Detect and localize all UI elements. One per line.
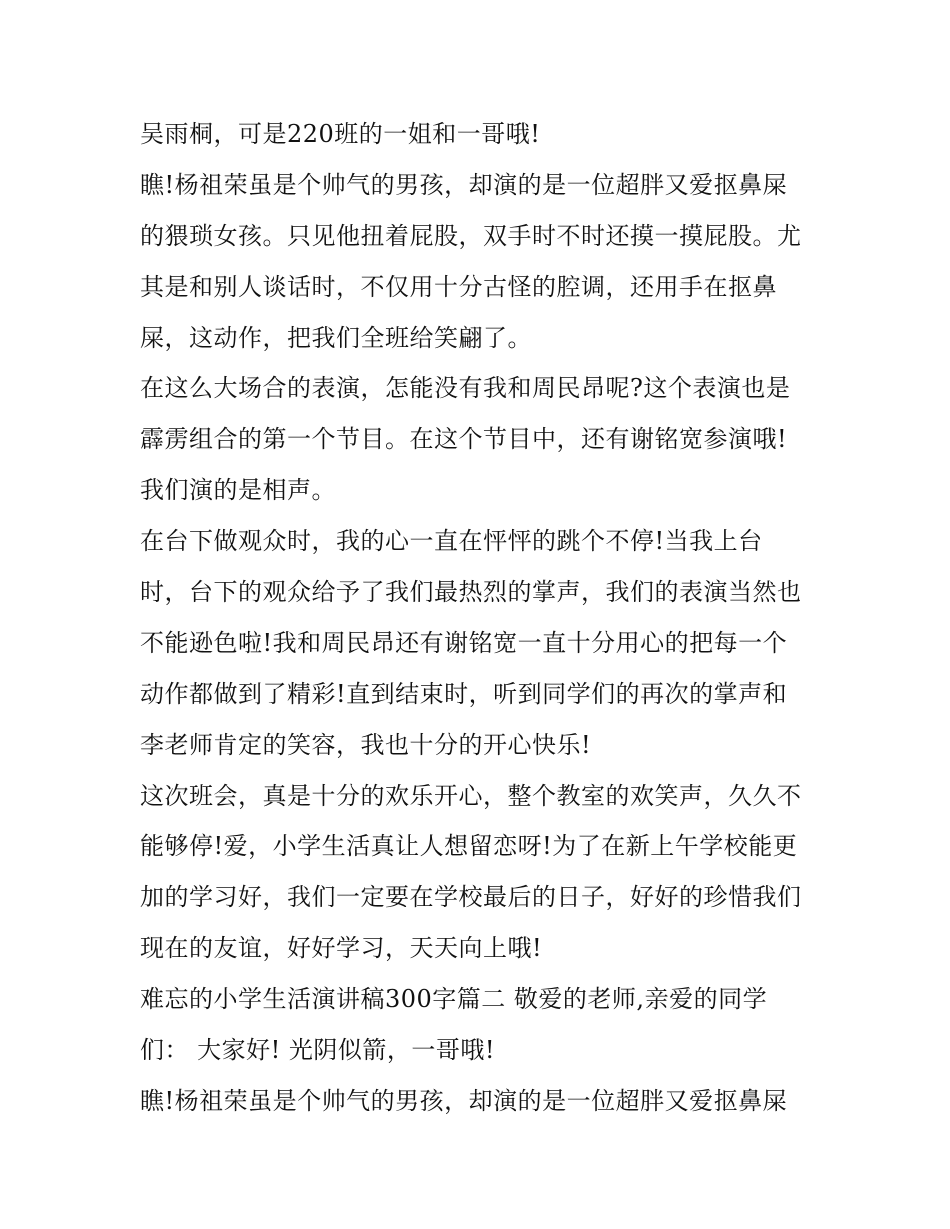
text-line: 加的学习好，我们一定要在学校最后的日子，好好的珍惜我们 <box>140 883 802 912</box>
text-line: 其是和别人谈话时，不仅用十分古怪的腔调，还用手在抠鼻 <box>140 272 777 301</box>
text-line: 不能逊色啦!我和周民昂还有谢铭宽一直十分用心的把每一个 <box>140 628 788 657</box>
text-line: 能够停!爱，小学生活真让人想留恋呀!为了在新上午学校能更 <box>140 832 798 861</box>
text-line: 在这么大场合的表演，怎能没有我和周民昂呢?这个表演也是 <box>140 374 791 403</box>
text-line: 在台下做观众时，我的心一直在怦怦的跳个不停!当我上台 <box>140 527 763 556</box>
text-line: 现在的友谊，好好学习，天天向上哦! <box>140 934 543 963</box>
text-line: 瞧!杨祖荣虽是个帅气的男孩，却演的是一位超胖又爱抠鼻屎 <box>140 170 788 199</box>
text-line: 瞧!杨祖荣虽是个帅气的男孩，却演的是一位超胖又爱抠鼻屎 <box>140 1086 788 1115</box>
text-line: 我们演的是相声。 <box>140 476 336 505</box>
text-line: 霹雳组合的第一个节目。在这个节目中，还有谢铭宽参演哦! <box>140 425 788 454</box>
text-line: 李老师肯定的笑容，我也十分的开心快乐! <box>140 730 592 759</box>
text-line: 吴雨桐，可是220班的一姐和一哥哦! <box>140 120 541 148</box>
text-line: 时，台下的观众给予了我们最热烈的掌声，我们的表演当然也 <box>140 578 802 607</box>
text-line: 的猥琐女孩。只见他扭着屁股，双手时不时还摸一摸屁股。尤 <box>140 221 802 250</box>
text-line: 难忘的小学生活演讲稿300字篇二 敬爱的老师,亲爱的同学 <box>140 985 768 1014</box>
text-line: 屎，这动作，把我们全班给笑翩了。 <box>140 323 532 352</box>
body-text <box>140 109 830 1127</box>
text-line: 们： 大家好! 光阴似箭，一哥哦! <box>140 1036 496 1065</box>
text-line: 动作都做到了精彩!直到结束时，听到同学们的再次的掌声和 <box>140 679 788 708</box>
text-line: 这次班会，真是十分的欢乐开心，整个教室的欢笑声，久久不 <box>140 781 802 810</box>
